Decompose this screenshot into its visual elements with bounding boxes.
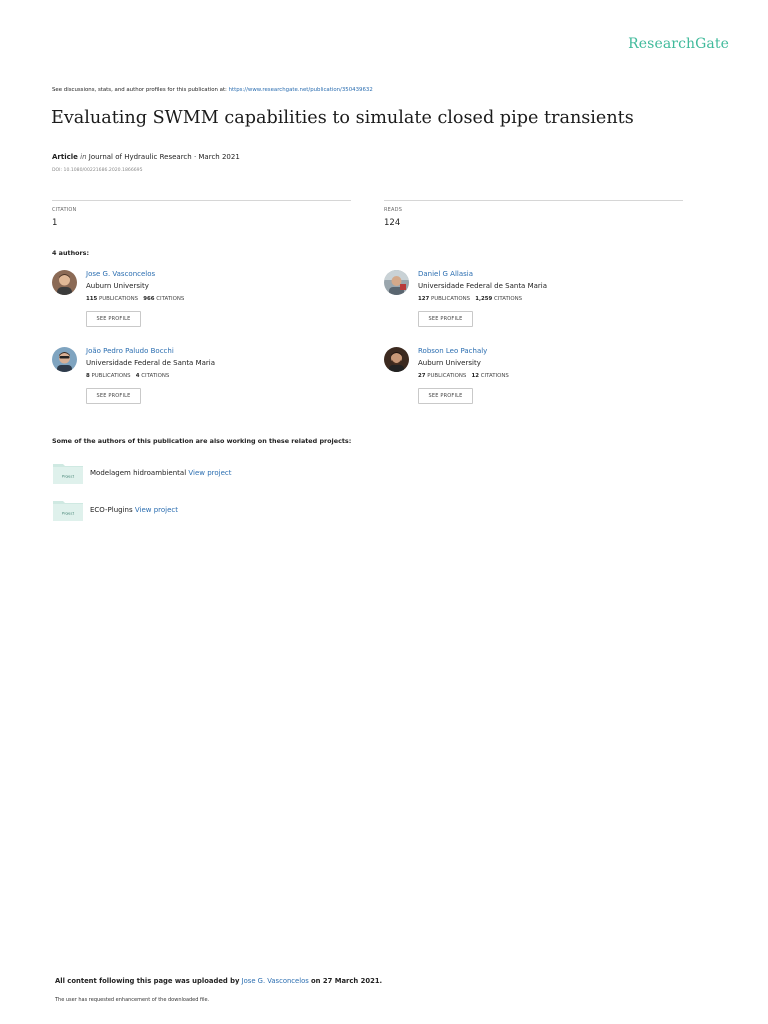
citations-label: CITATIONS xyxy=(480,373,509,379)
related-projects-heading: Some of the authors of this publication are also working on these related projects: xyxy=(52,437,352,445)
author-card xyxy=(384,270,684,336)
author-institution: Auburn University xyxy=(86,282,149,290)
author-stats xyxy=(418,373,509,379)
author-name[interactable]: Jose G. Vasconcelos xyxy=(86,270,156,278)
project-icon-label: Project xyxy=(61,474,75,479)
divider xyxy=(52,200,351,201)
publications-count: 8 xyxy=(86,373,90,379)
see-profile-button[interactable]: SEE PROFILE xyxy=(86,311,141,327)
authors-heading: 4 authors: xyxy=(52,249,90,257)
publications-count: 127 xyxy=(418,296,430,302)
reads-value: 124 xyxy=(384,218,401,228)
project-name: ECO-Plugins xyxy=(90,506,133,514)
upload-notice xyxy=(55,977,382,985)
publications-label: PUBLICATIONS xyxy=(98,296,139,302)
citation-label: CITATION xyxy=(52,207,77,213)
citations-count: 966 xyxy=(143,296,155,302)
author-name[interactable]: Robson Leo Pachaly xyxy=(418,347,488,355)
publications-label: PUBLICATIONS xyxy=(427,373,467,379)
uploader-link[interactable]: Jose G. Vasconcelos xyxy=(241,977,309,985)
citations-count: 4 xyxy=(135,373,140,379)
project-name: Modelagem hidroambiental xyxy=(90,469,187,477)
author-stats xyxy=(86,373,169,379)
citations-label: CITATIONS xyxy=(141,373,170,379)
citation-value: 1 xyxy=(52,218,58,228)
publications-label: PUBLICATIONS xyxy=(430,296,471,302)
avatar[interactable] xyxy=(384,270,409,295)
avatar[interactable] xyxy=(384,347,409,372)
upload-suffix: on 27 March 2021. xyxy=(311,977,383,985)
publication-url-link[interactable]: https://www.researchgate.net/publication/350439632 xyxy=(228,87,373,93)
author-card xyxy=(384,347,684,413)
citations-count: 1,259 xyxy=(475,296,493,302)
author-stats xyxy=(86,296,184,302)
doi: DOI: 10.1080/00221686.2020.1866695 xyxy=(52,168,143,173)
citations-label: CITATIONS xyxy=(156,296,185,302)
project-item xyxy=(53,462,353,486)
author-institution: Auburn University xyxy=(418,359,481,367)
project-text xyxy=(90,506,178,514)
journal-date: Journal of Hydraulic Research · March 2021 xyxy=(88,153,240,161)
view-project-link[interactable]: View project xyxy=(188,469,232,477)
reads-label: READS xyxy=(384,207,403,213)
publications-count: 27 xyxy=(418,373,426,379)
in-word: in xyxy=(80,153,87,161)
enhancement-note: The user has requested enhancement of the downloaded file. xyxy=(55,997,210,1003)
author-card xyxy=(52,347,352,413)
see-profile-button[interactable]: SEE PROFILE xyxy=(418,311,473,327)
author-institution: Universidade Federal de Santa Maria xyxy=(86,359,216,367)
publication-meta xyxy=(52,153,240,161)
publications-label: PUBLICATIONS xyxy=(91,373,131,379)
project-item xyxy=(53,499,353,523)
divider xyxy=(384,200,683,201)
citations-count: 12 xyxy=(471,373,479,379)
avatar[interactable] xyxy=(52,270,77,295)
author-institution: Universidade Federal de Santa Maria xyxy=(418,282,548,290)
citations-label: CITATIONS xyxy=(494,296,523,302)
publication-title: Evaluating SWMM capabilities to simulate closed pipe transients xyxy=(51,108,634,128)
project-folder-icon xyxy=(53,499,83,521)
project-icon-label: Project xyxy=(61,511,75,516)
author-card xyxy=(52,270,352,336)
project-folder-icon xyxy=(53,462,83,484)
view-project-link[interactable]: View project xyxy=(134,506,178,514)
upload-prefix: All content following this page was uploaded by xyxy=(55,977,240,985)
discussions-text: See discussions, stats, and author profiles for this publication at: xyxy=(52,87,227,93)
publication-type: Article xyxy=(52,153,78,161)
author-name[interactable]: João Pedro Paludo Bocchi xyxy=(86,347,174,355)
researchgate-logo[interactable]: ResearchGate xyxy=(628,36,729,52)
see-profile-button[interactable]: SEE PROFILE xyxy=(418,388,473,404)
discussions-line xyxy=(52,87,373,93)
project-text xyxy=(90,469,232,477)
author-stats xyxy=(418,296,522,302)
publications-count: 115 xyxy=(86,296,98,302)
avatar[interactable] xyxy=(52,347,77,372)
author-name[interactable]: Daniel G Allasia xyxy=(418,270,474,278)
see-profile-button[interactable]: SEE PROFILE xyxy=(86,388,141,404)
